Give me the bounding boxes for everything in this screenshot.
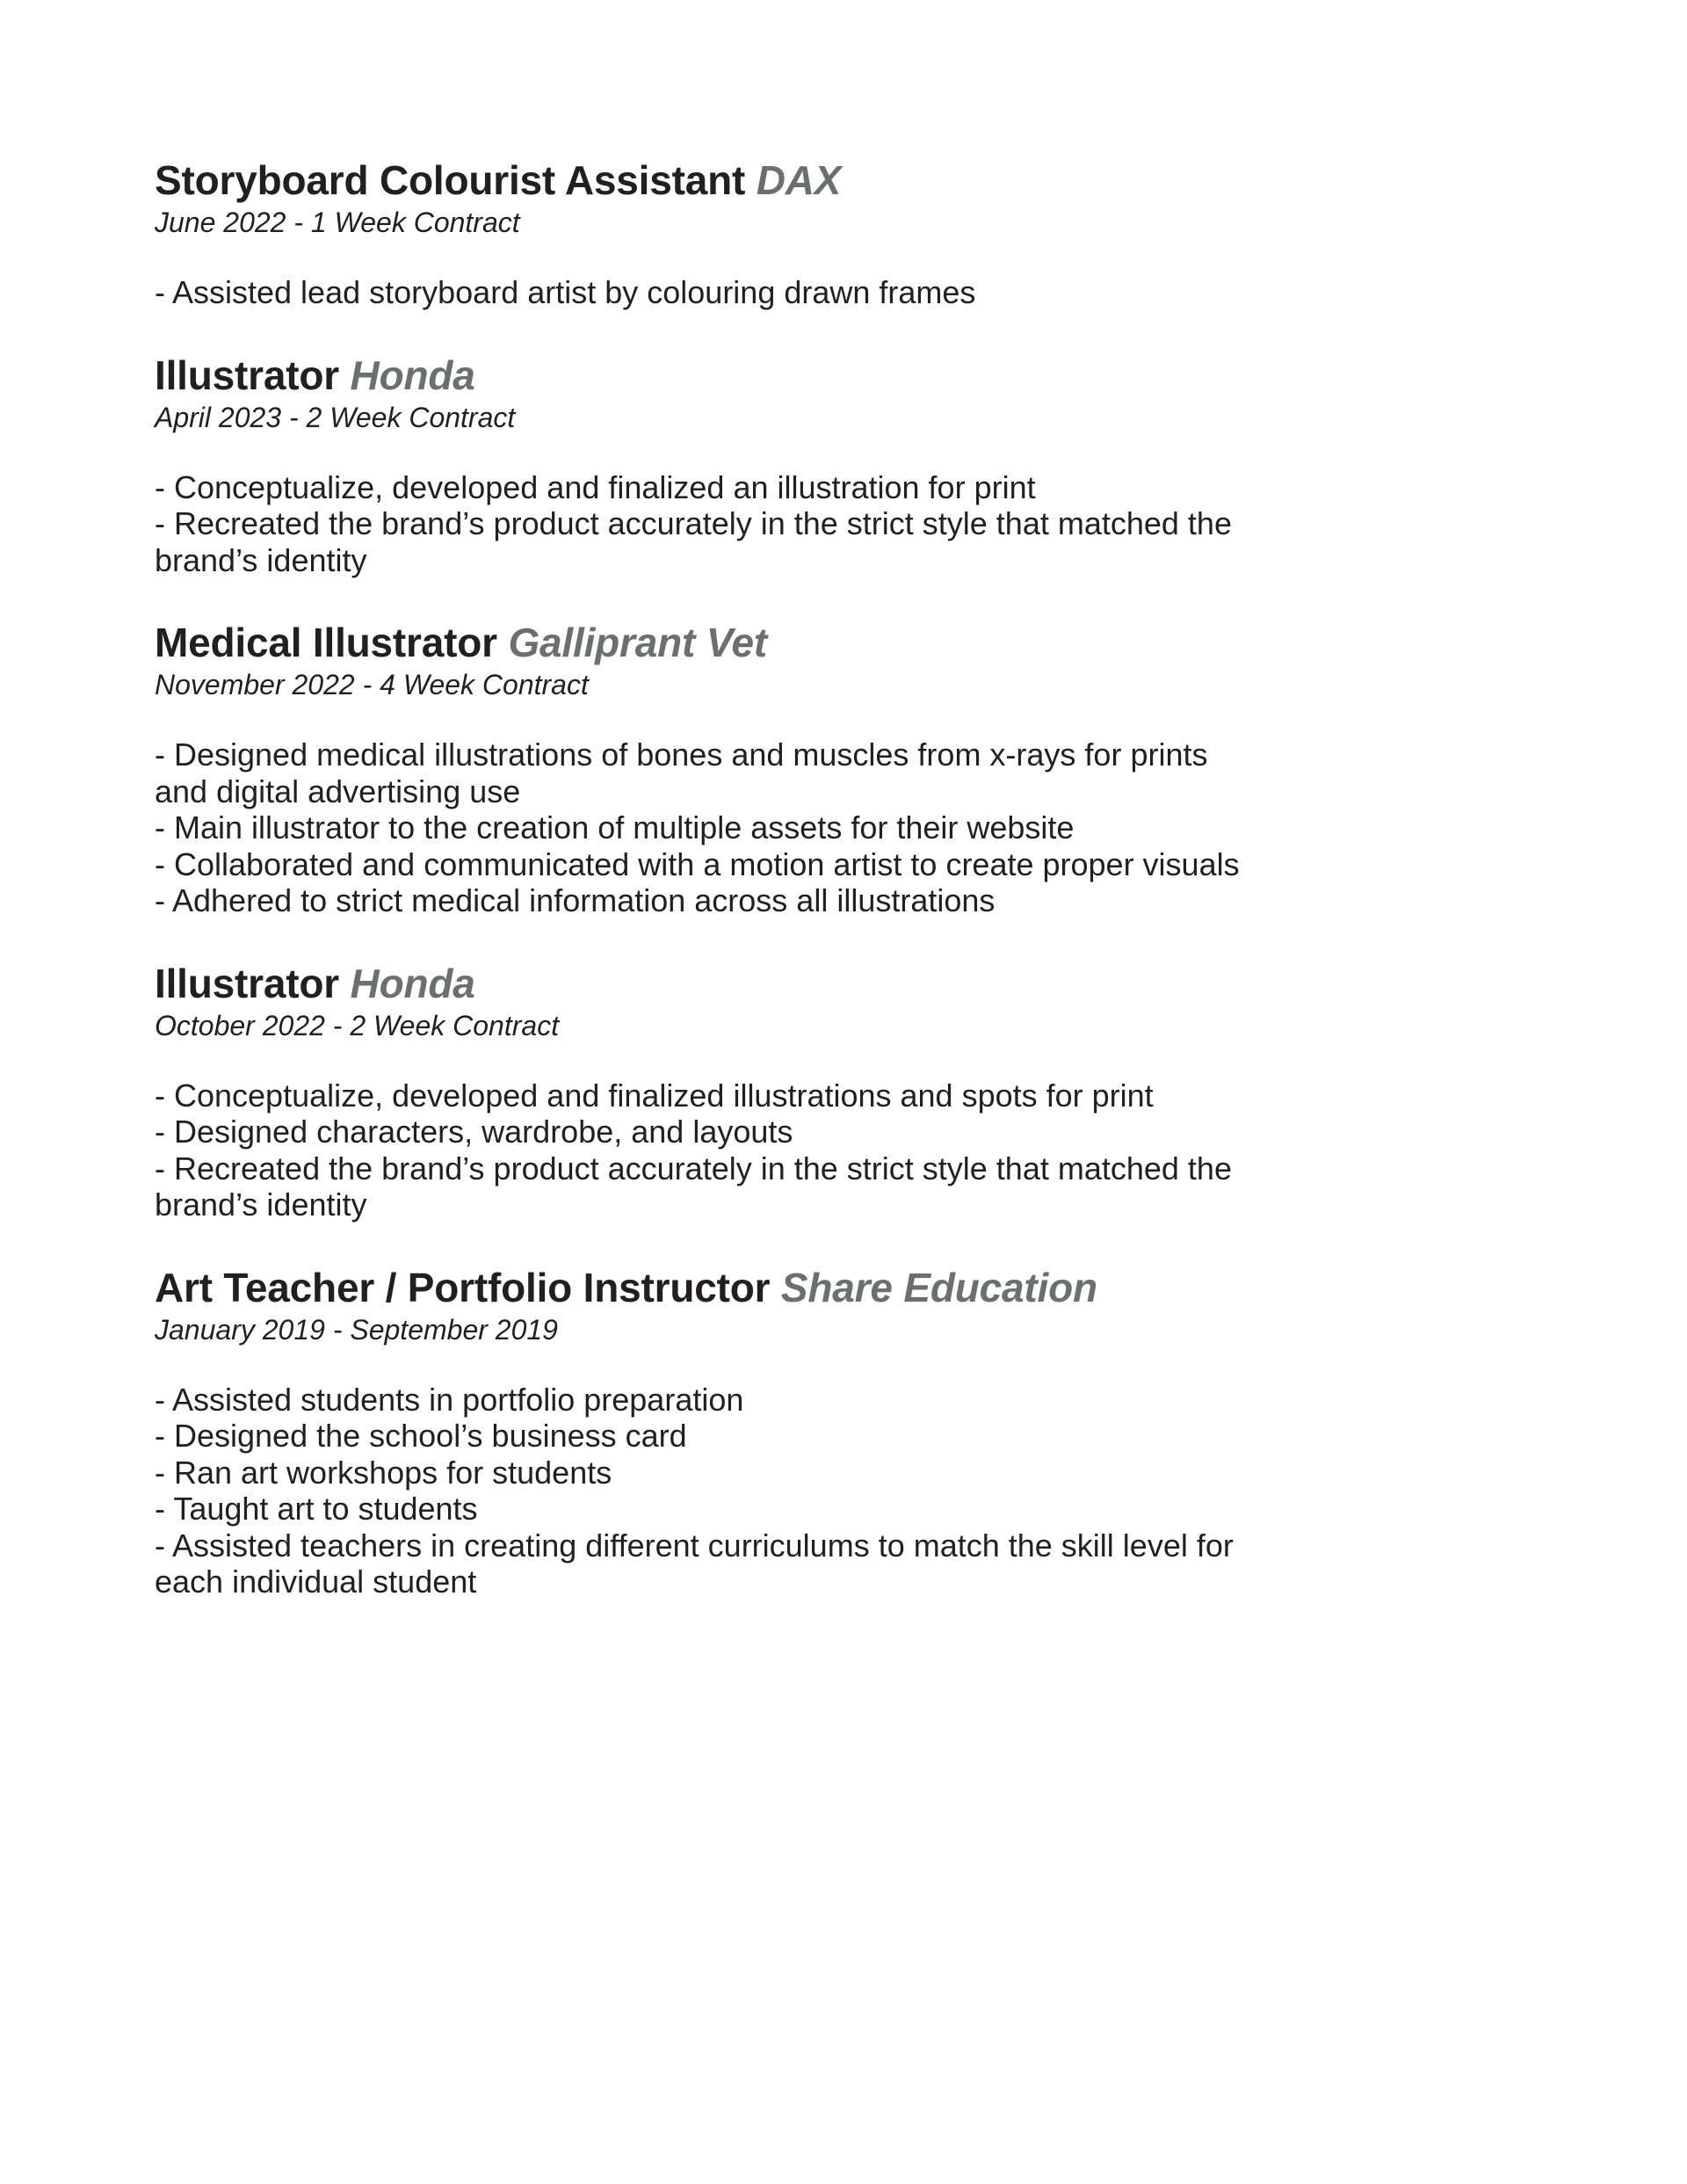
job-bullet: - Taught art to students bbox=[155, 1491, 478, 1527]
job-company: Honda bbox=[350, 352, 475, 398]
job-bullet: - Assisted lead storyboard artist by colouring drawn frames bbox=[155, 274, 976, 310]
job-bullet: - Conceptualize, developed and finalized an illustration for print bbox=[155, 468, 1036, 505]
job-bullet: - Designed medical illustrations of bones and muscles from x-rays for prints and digital advertising use bbox=[155, 736, 1208, 809]
job-bullet: - Main illustrator to the creation of multiple assets for their website bbox=[155, 809, 1075, 845]
job-bullet: - Ran art workshops for students bbox=[155, 1454, 612, 1491]
job-title: Illustrator bbox=[155, 960, 339, 1006]
job-bullet: - Assisted students in portfolio preparation bbox=[155, 1381, 744, 1418]
job-heading bbox=[155, 958, 1244, 1009]
job-dates: June 2022 - 1 Week Contract bbox=[155, 207, 520, 238]
job-dates: April 2023 - 2 Week Contract bbox=[155, 401, 516, 433]
resume-experience bbox=[155, 155, 1244, 1639]
job-heading bbox=[155, 155, 1244, 206]
job-bullet: - Collaborated and communicated with a motion artist to create proper visuals bbox=[155, 845, 1240, 882]
job-bullet: - Conceptualize, developed and finalized illustrations and spots for print bbox=[155, 1077, 1154, 1114]
job-heading bbox=[155, 1262, 1244, 1313]
job-dates: October 2022 - 2 Week Contract bbox=[155, 1009, 560, 1041]
job-title: Illustrator bbox=[155, 352, 339, 398]
job-bullet: - Assisted teachers in creating different curriculums to match the skill level for each individual student bbox=[155, 1527, 1234, 1600]
job-title: Medical Illustrator bbox=[155, 620, 497, 665]
job-title: Storyboard Colourist Assistant bbox=[155, 157, 746, 203]
job-entry-illustrator-honda-2023 bbox=[155, 350, 1244, 579]
job-title: Art Teacher / Portfolio Instructor bbox=[155, 1264, 771, 1310]
job-heading bbox=[155, 350, 1244, 401]
job-entry-medical-illustrator bbox=[155, 617, 1244, 919]
job-dates: November 2022 - 4 Week Contract bbox=[155, 669, 589, 700]
job-dates: January 2019 - September 2019 bbox=[155, 1313, 558, 1346]
job-heading bbox=[155, 617, 1244, 668]
job-entry-art-teacher bbox=[155, 1262, 1244, 1600]
job-bullet: - Adhered to strict medical information across all illustrations bbox=[155, 882, 996, 918]
job-company: Share Education bbox=[780, 1264, 1097, 1310]
job-entry-illustrator-honda-2022 bbox=[155, 958, 1244, 1223]
job-company: DAX bbox=[756, 157, 842, 203]
job-company: Galliprant Vet bbox=[508, 620, 768, 665]
job-company: Honda bbox=[350, 960, 475, 1006]
job-bullet: - Recreated the brand’s product accurately in the strict style that matched the brand’s identity bbox=[155, 1150, 1232, 1223]
job-bullet: - Designed the school’s business card bbox=[155, 1418, 687, 1454]
job-entry-storyboard-colourist bbox=[155, 155, 1244, 311]
job-bullet: - Recreated the brand’s product accurately in the strict style that matched the brand’s identity bbox=[155, 505, 1232, 578]
job-bullet: - Designed characters, wardrobe, and layouts bbox=[155, 1114, 793, 1150]
